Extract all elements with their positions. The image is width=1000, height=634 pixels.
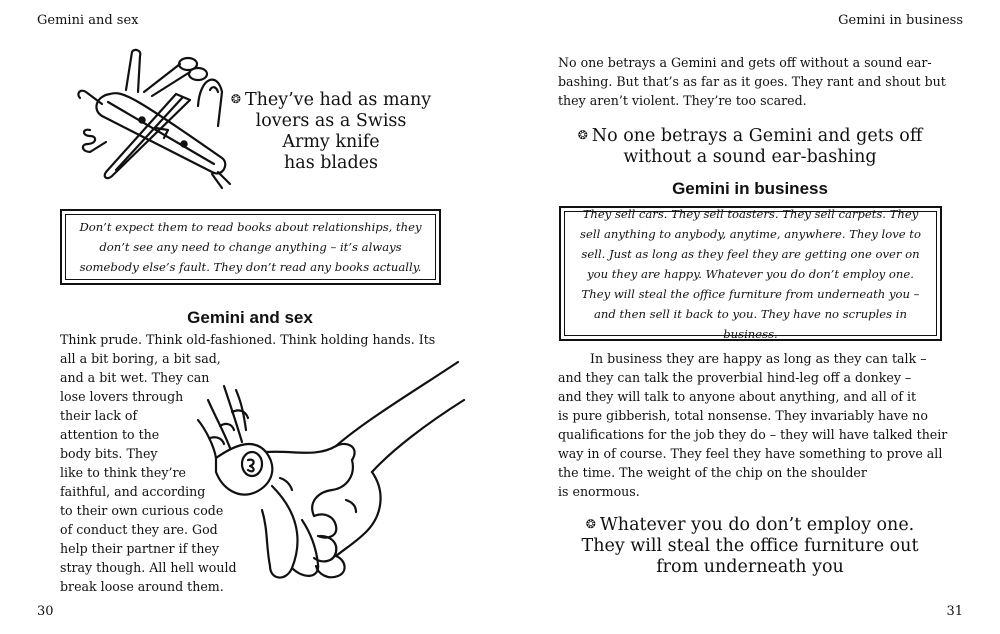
body-line: bashing. But that’s as far as it goes. They rant and shout but [558, 74, 946, 89]
body-line: In business they are happy as long as they can talk – [590, 351, 927, 366]
body-line: is enormous. [558, 484, 640, 499]
body-line: to their own curious code [60, 503, 224, 518]
star-ornament-icon: ❂ [230, 92, 241, 106]
body-line: lose lovers through [60, 389, 184, 404]
pull-quote-line: ❂ Whatever you do don’t employ one. [585, 515, 915, 535]
pull-quote-line: ❂ They’ve had as many [230, 90, 432, 110]
pull-quote-line: has blades [283, 153, 379, 173]
body-line: of conduct they are. God [60, 522, 218, 537]
body-line: No one betrays a Gemini and gets off without a sound ear- [558, 55, 932, 70]
boxed-quote-text: They sell cars. They sell toasters. They sell carpets. They sell anything to anybody, anytime, anywhere. They love to sell. Just as long as they feel they are getting one over on you they are happy. Whatever you do don’t employ one. They will steal the office furniture from underneath you – and then sell it back to you. They have no scruples in business. [564, 211, 937, 336]
body-line: they aren’t violent. They’re too scared. [558, 93, 807, 108]
body-line: body bits. They [60, 446, 158, 461]
running-head: Gemini in business [838, 13, 963, 28]
right-page [500, 0, 1000, 634]
boxed-quote [559, 206, 942, 341]
pull-quote [558, 125, 942, 168]
running-head: Gemini and sex [37, 13, 139, 28]
body-line: and they will talk to anyone about anything, and all of it [558, 389, 917, 404]
body-line: all a bit boring, a bit sad, [60, 351, 221, 366]
body-line: the time. The weight of the chip on the shoulder [558, 465, 867, 480]
pull-quote-line: from underneath you [656, 557, 844, 577]
pull-quote-line: They will steal the office furniture out [581, 536, 919, 556]
body-line: help their partner if they [60, 541, 220, 556]
pull-quote-line: Army knife [282, 132, 380, 152]
body-line: like to think they’re [60, 465, 186, 480]
pull-quote [558, 514, 942, 578]
pull-quote-line: ❂ No one betrays a Gemini and gets off [577, 126, 923, 146]
body-line: qualifications for the job they do – they will have talked their [558, 427, 948, 442]
holding-hands-icon [196, 360, 466, 588]
swiss-army-knife-icon [72, 46, 240, 192]
page-number: 30 [37, 604, 54, 619]
body-line: and they can talk the proverbial hind-leg off a donkey – [558, 370, 912, 385]
boxed-quote-text: Don’t expect them to read books about relationships, they don’t see any need to change anything – it’s always somebody else’s fault. They don’t read any books actually. [65, 214, 436, 280]
body-line: their lack of [60, 408, 138, 423]
body-line: and a bit wet. They can [60, 370, 210, 385]
pull-quote-line: lovers as a Swiss [255, 111, 407, 131]
pull-quote-line: without a sound ear-bashing [623, 147, 877, 167]
body-line: stray though. All hell would [60, 560, 237, 575]
body-line: break loose around them. [60, 579, 224, 594]
body-line: is pure gibberish, total nonsense. They invariably have no [558, 408, 928, 423]
page-number: 31 [946, 604, 963, 619]
section-heading: Gemini and sex [187, 308, 313, 327]
star-ornament-icon: ❂ [577, 128, 588, 142]
body-line: way in of course. They feel they have something to prove all [558, 446, 943, 461]
body-line: Think prude. Think old-fashioned. Think holding hands. Its [60, 332, 436, 347]
body-line: attention to the [60, 427, 160, 442]
pull-quote [226, 89, 436, 174]
star-ornament-icon: ❂ [585, 517, 596, 531]
section-heading: Gemini in business [672, 179, 828, 198]
boxed-quote [60, 209, 441, 285]
body-line: faithful, and according [60, 484, 206, 499]
